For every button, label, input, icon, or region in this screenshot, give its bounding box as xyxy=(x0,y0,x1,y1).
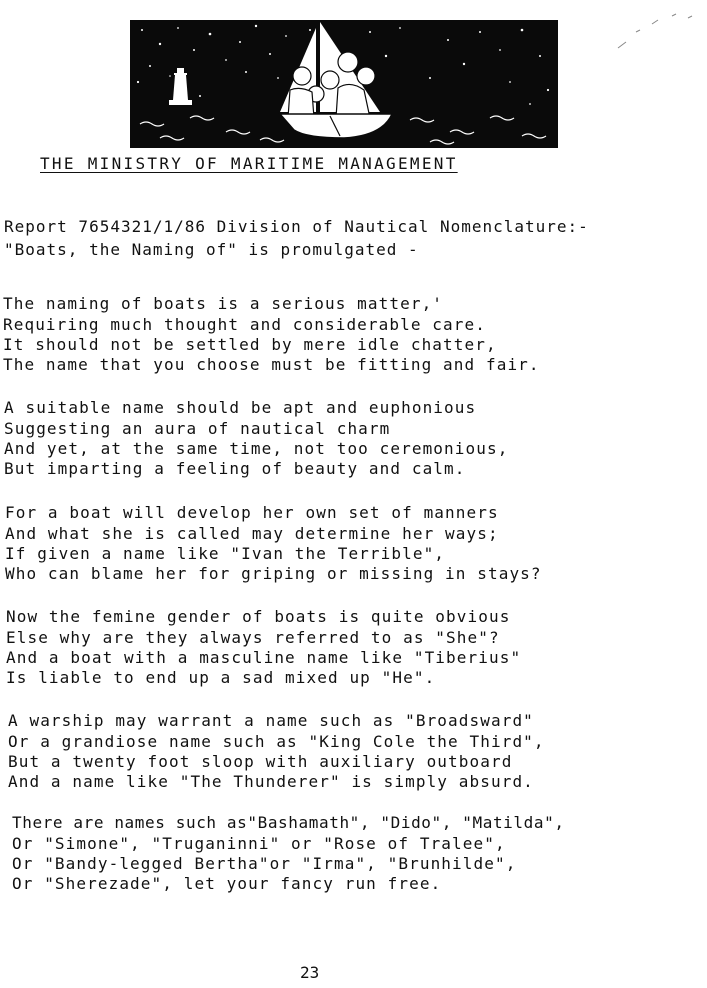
poem-line: Is liable to end up a sad mixed up "He". xyxy=(6,668,436,687)
poem-line: A warship may warrant a name such as "Broadsward" xyxy=(8,711,534,730)
poem-line: It should not be settled by mere idle chatter, xyxy=(3,335,497,354)
poem-line: Else why are they always referred to as "She"? xyxy=(6,628,500,647)
poem-line: For a boat will develop her own set of manners xyxy=(5,503,499,522)
poem-line: Or a grandiose name such as "King Cole the Third", xyxy=(8,732,545,751)
poem-line: And yet, at the same time, not too ceremonious, xyxy=(4,439,509,458)
poem-line: But a twenty foot sloop with auxiliary outboard xyxy=(8,752,513,771)
poem-line: And a name like "The Thunderer" is simply absurd. xyxy=(8,772,534,791)
poem-line: There are names such as"Bashamath", "Dido", "Matilda", xyxy=(12,813,565,832)
poem-line: The name that you choose must be fitting and fair. xyxy=(3,355,540,374)
ministry-title: THE MINISTRY OF MARITIME MANAGEMENT xyxy=(40,154,458,173)
moon-icon xyxy=(408,28,430,72)
poem-line: Suggesting an aura of nautical charm xyxy=(4,419,391,438)
poem-line: Or "Simone", "Truganinni" or "Rose of Tralee", xyxy=(12,834,506,853)
page-number: 23 xyxy=(300,963,320,982)
poem-line: Or "Sherezade", let your fancy run free. xyxy=(12,874,442,893)
poem-line: A suitable name should be apt and euphonious xyxy=(4,398,477,417)
poem-line: Requiring much thought and considerable care. xyxy=(3,315,486,334)
poem-line: And what she is called may determine her ways; xyxy=(5,524,499,543)
hull-icon xyxy=(280,114,392,138)
report-reference: Report 7654321/1/86 Division of Nautical Nomenclature:- xyxy=(4,217,589,236)
poem-line: The naming of boats is a serious matter,' xyxy=(3,294,444,313)
poem-line: If given a name like "Ivan the Terrible", xyxy=(5,544,446,563)
pen-marks-icon xyxy=(612,8,702,62)
report-subject: "Boats, the Naming of" is promulgated - xyxy=(4,240,419,259)
poem-line: But imparting a feeling of beauty and calm. xyxy=(4,459,466,478)
night-sailboat-illustration xyxy=(130,20,558,148)
poem-line: Or "Bandy-legged Bertha"or "Irma", "Brunhilde", xyxy=(12,854,517,873)
poem-line: Now the femine gender of boats is quite obvious xyxy=(6,607,511,626)
poem-line: And a boat with a masculine name like "Tiberius" xyxy=(6,648,522,667)
lighthouse-icon xyxy=(169,68,192,105)
poem-line: Who can blame her for griping or missing in stays? xyxy=(5,564,542,583)
